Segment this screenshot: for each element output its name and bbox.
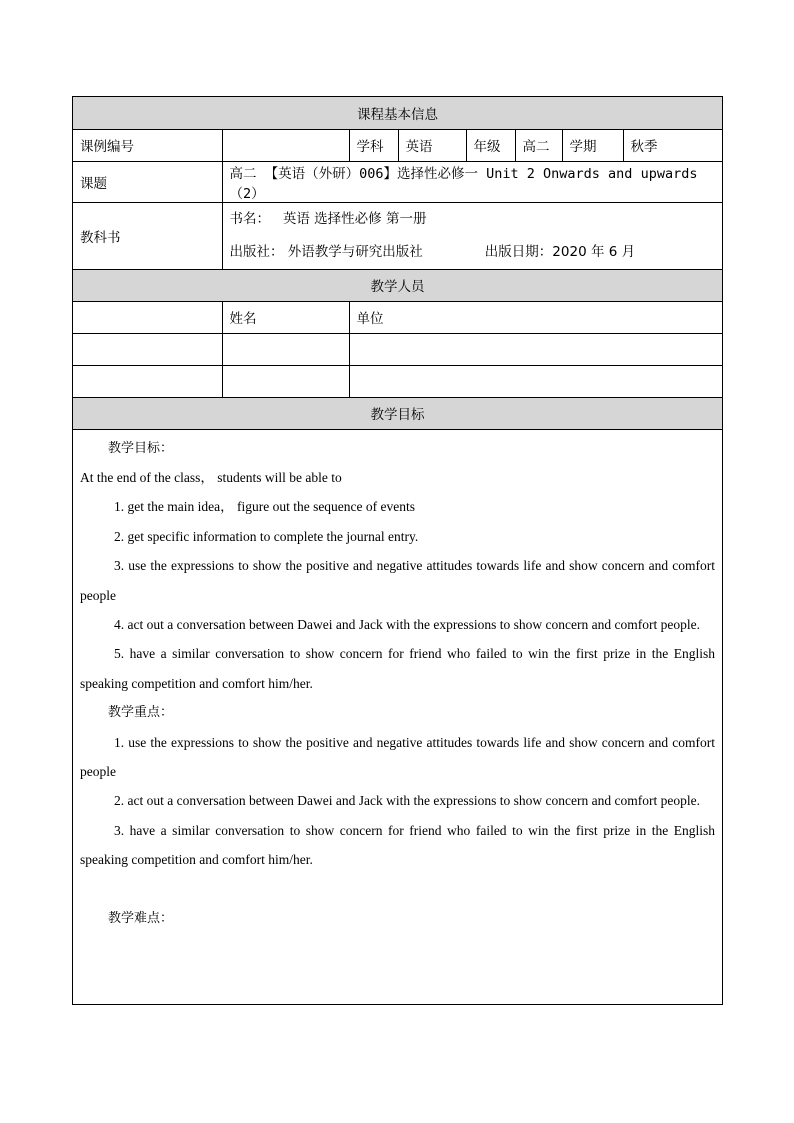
book-name-value: 英语 选择性必修 第一册 — [282, 210, 427, 227]
term-label: 学期 — [562, 129, 623, 161]
teachers-unit-header: 单位 — [349, 301, 722, 333]
objectives-body — [73, 430, 722, 934]
key-point: 2. act out a conversation between Dawei and Jack with the expressions to show concern and comfort people. — [114, 793, 700, 809]
publisher-value: 外语教学与研究出版社 — [287, 243, 423, 260]
teachers-role-header — [73, 301, 222, 333]
goal-item: 5. have a similar conversation to show concern for friend who failed to win the first prize in the English speaking competition and comfort him/her. — [80, 646, 715, 691]
goal-item: 2. get specific information to complete the journal entry. — [114, 528, 419, 544]
book-name-line — [230, 203, 716, 236]
goal-item: 3. use the expressions to show the positive and negative attitudes towards life and show concern and comfort people — [80, 558, 715, 603]
term-value: 秋季 — [623, 129, 722, 161]
subject-value: 英语 — [398, 129, 466, 161]
goal-heading: 教学目标： — [108, 440, 174, 456]
publisher-line — [230, 236, 716, 269]
teachers-header: 教学人员 — [73, 269, 722, 301]
subject-label: 学科 — [349, 129, 398, 161]
grade-label: 年级 — [466, 129, 515, 161]
pub-date-value: 2020 年 6 月 — [552, 243, 636, 260]
teacher-row — [73, 333, 722, 365]
topic-value: 高二 【英语（外研）006】选择性必修一 Unit 2 Onwards and upwards（2） — [222, 161, 722, 202]
textbook-label: 教科书 — [73, 202, 222, 269]
teacher-role — [73, 365, 222, 397]
key-heading: 教学重点： — [108, 705, 174, 721]
teachers-name-header: 姓名 — [222, 301, 349, 333]
difficult-heading: 教学难点： — [108, 910, 174, 926]
objectives-header: 教学目标 — [73, 397, 722, 429]
pub-date-label: 出版日期： — [484, 243, 553, 260]
goal-intro: At the end of the class， students will be able to — [80, 469, 342, 485]
topic-label: 课题 — [73, 161, 222, 202]
teacher-row — [73, 365, 722, 397]
case-no-label: 课例编号 — [73, 129, 222, 161]
key-point: 3. have a similar conversation to show concern for friend who failed to win the first prize in the English speaking competition and comfort him/her. — [80, 822, 715, 868]
teacher-role — [73, 333, 222, 365]
course-info-header: 课程基本信息 — [73, 97, 722, 129]
teacher-name — [222, 333, 349, 365]
teacher-unit — [349, 333, 722, 365]
teacher-name — [222, 365, 349, 397]
case-no-value — [222, 129, 349, 161]
key-point: 1. use the expressions to show the positive and negative attitudes towards life and show concern and comfort people — [80, 734, 715, 779]
course-info-table — [73, 97, 722, 430]
grade-value: 高二 — [515, 129, 562, 161]
teacher-unit — [349, 365, 722, 397]
publisher-label: 出版社： — [229, 243, 284, 260]
book-name-label: 书名： — [229, 210, 270, 227]
textbook-details — [222, 202, 722, 269]
goal-item: 4. act out a conversation between Dawei and Jack with the expressions to show concern and comfort people. — [114, 616, 700, 632]
goal-item: 1. get the main idea， figure out the sequence of events — [114, 499, 416, 515]
lesson-plan-sheet — [72, 96, 723, 1005]
